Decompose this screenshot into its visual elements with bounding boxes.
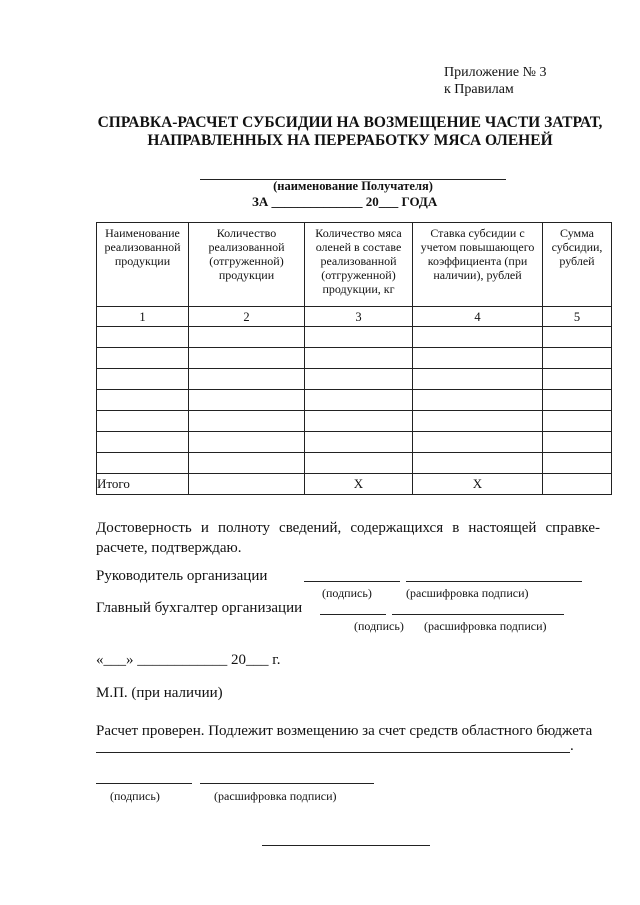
head-label: Руководитель организации [96, 568, 268, 584]
head-signature-line [304, 581, 400, 582]
reporting-period: ЗА ______________ 20___ ГОДА [252, 194, 438, 209]
appendix-rules: к Правилам [444, 82, 514, 97]
table-cell [543, 453, 612, 474]
table-cell [413, 390, 543, 411]
table-cell [543, 432, 612, 453]
total-row [97, 474, 612, 495]
table-row [97, 390, 612, 411]
table-cell [305, 327, 413, 348]
header-subsidy-rate: Ставка субсидии с учетом повышающего коэффициента (при наличии), рублей [413, 223, 543, 307]
table-cell [413, 453, 543, 474]
table-row [97, 432, 612, 453]
table-cell [189, 390, 305, 411]
footer-line [262, 845, 430, 846]
confirmation-text: Достоверность и полноту сведений, содержащихся в настоящей справке-расчете, подтверждаю. [96, 520, 600, 556]
table-cell [189, 453, 305, 474]
appendix-number: Приложение № 3 [444, 65, 547, 80]
subsidy-table [96, 222, 612, 495]
column-number: 1 [97, 307, 189, 327]
accountant-transcript-caption: (расшифровка подписи) [424, 619, 547, 633]
table-cell [305, 369, 413, 390]
table-cell [189, 327, 305, 348]
table-row [97, 369, 612, 390]
total-label: Итого [97, 474, 189, 495]
head-transcript-line [406, 581, 582, 582]
table-cell [97, 411, 189, 432]
table-row [97, 327, 612, 348]
table-cell [97, 453, 189, 474]
table-cell [97, 390, 189, 411]
table-cell [413, 348, 543, 369]
document-title [60, 114, 640, 150]
table-cell [305, 432, 413, 453]
seal-note: М.П. (при наличии) [96, 685, 223, 701]
appendix-reference [444, 64, 547, 98]
table-cell [543, 348, 612, 369]
accountant-transcript-line [392, 614, 564, 615]
table-cell [543, 369, 612, 390]
table-cell [305, 390, 413, 411]
table-row [97, 348, 612, 369]
checked-line-end: . [570, 738, 574, 754]
table-header-row [97, 223, 612, 307]
table-cell [543, 390, 612, 411]
table-cell [97, 369, 189, 390]
column-number: 5 [543, 307, 612, 327]
total-cell [543, 474, 612, 495]
head-signature-caption: (подпись) [322, 586, 372, 600]
accountant-signature-caption: (подпись) [354, 619, 404, 633]
inspector-transcript-line [200, 783, 374, 784]
accountant-signature-line [320, 614, 386, 615]
table-cell [97, 348, 189, 369]
table-row [97, 411, 612, 432]
table-cell [97, 432, 189, 453]
accountant-label: Главный бухгалтер организации [96, 600, 303, 616]
table-cell [305, 348, 413, 369]
table-cell [189, 432, 305, 453]
table-cell [543, 411, 612, 432]
header-product-quantity: Количество реализованной (отгруженной) продукции [189, 223, 305, 307]
column-number: 4 [413, 307, 543, 327]
column-number-row [97, 307, 612, 327]
column-number: 2 [189, 307, 305, 327]
table-cell [413, 432, 543, 453]
table-cell [413, 411, 543, 432]
table-cell [543, 327, 612, 348]
table-cell [97, 327, 189, 348]
table-cell [413, 369, 543, 390]
checked-text: Расчет проверен. Подлежит возмещению за счет средств областного бюджета [96, 723, 593, 739]
table-cell [413, 327, 543, 348]
header-product-name: Наименование реализованной продукции [97, 223, 189, 307]
table-row [97, 453, 612, 474]
table-cell [189, 348, 305, 369]
date-line: «___» ____________ 20___ г. [96, 652, 281, 668]
checked-amount-line [96, 752, 570, 753]
table-cell [305, 411, 413, 432]
inspector-signature-line [96, 783, 192, 784]
header-subsidy-sum: Сумма субсидии, рублей [543, 223, 612, 307]
inspector-signature-caption: (подпись) [110, 789, 160, 803]
total-cell-crossed: X [413, 474, 543, 495]
title-line-2: НАПРАВЛЕННЫХ НА ПЕРЕРАБОТКУ МЯСА ОЛЕНЕЙ [147, 132, 553, 149]
column-number: 3 [305, 307, 413, 327]
title-line-1: СПРАВКА-РАСЧЕТ СУБСИДИИ НА ВОЗМЕЩЕНИЕ ЧАСТИ ЗАТРАТ, [97, 114, 603, 131]
total-cell-crossed: X [305, 474, 413, 495]
recipient-caption: (наименование Получателя) [273, 179, 433, 193]
table-cell [189, 411, 305, 432]
inspector-transcript-caption: (расшифровка подписи) [214, 789, 337, 803]
total-cell [189, 474, 305, 495]
table-cell [305, 453, 413, 474]
table-cell [189, 369, 305, 390]
header-meat-quantity: Количество мяса оленей в составе реализованной (отгруженной) продукции, кг [305, 223, 413, 307]
head-transcript-caption: (расшифровка подписи) [406, 586, 529, 600]
